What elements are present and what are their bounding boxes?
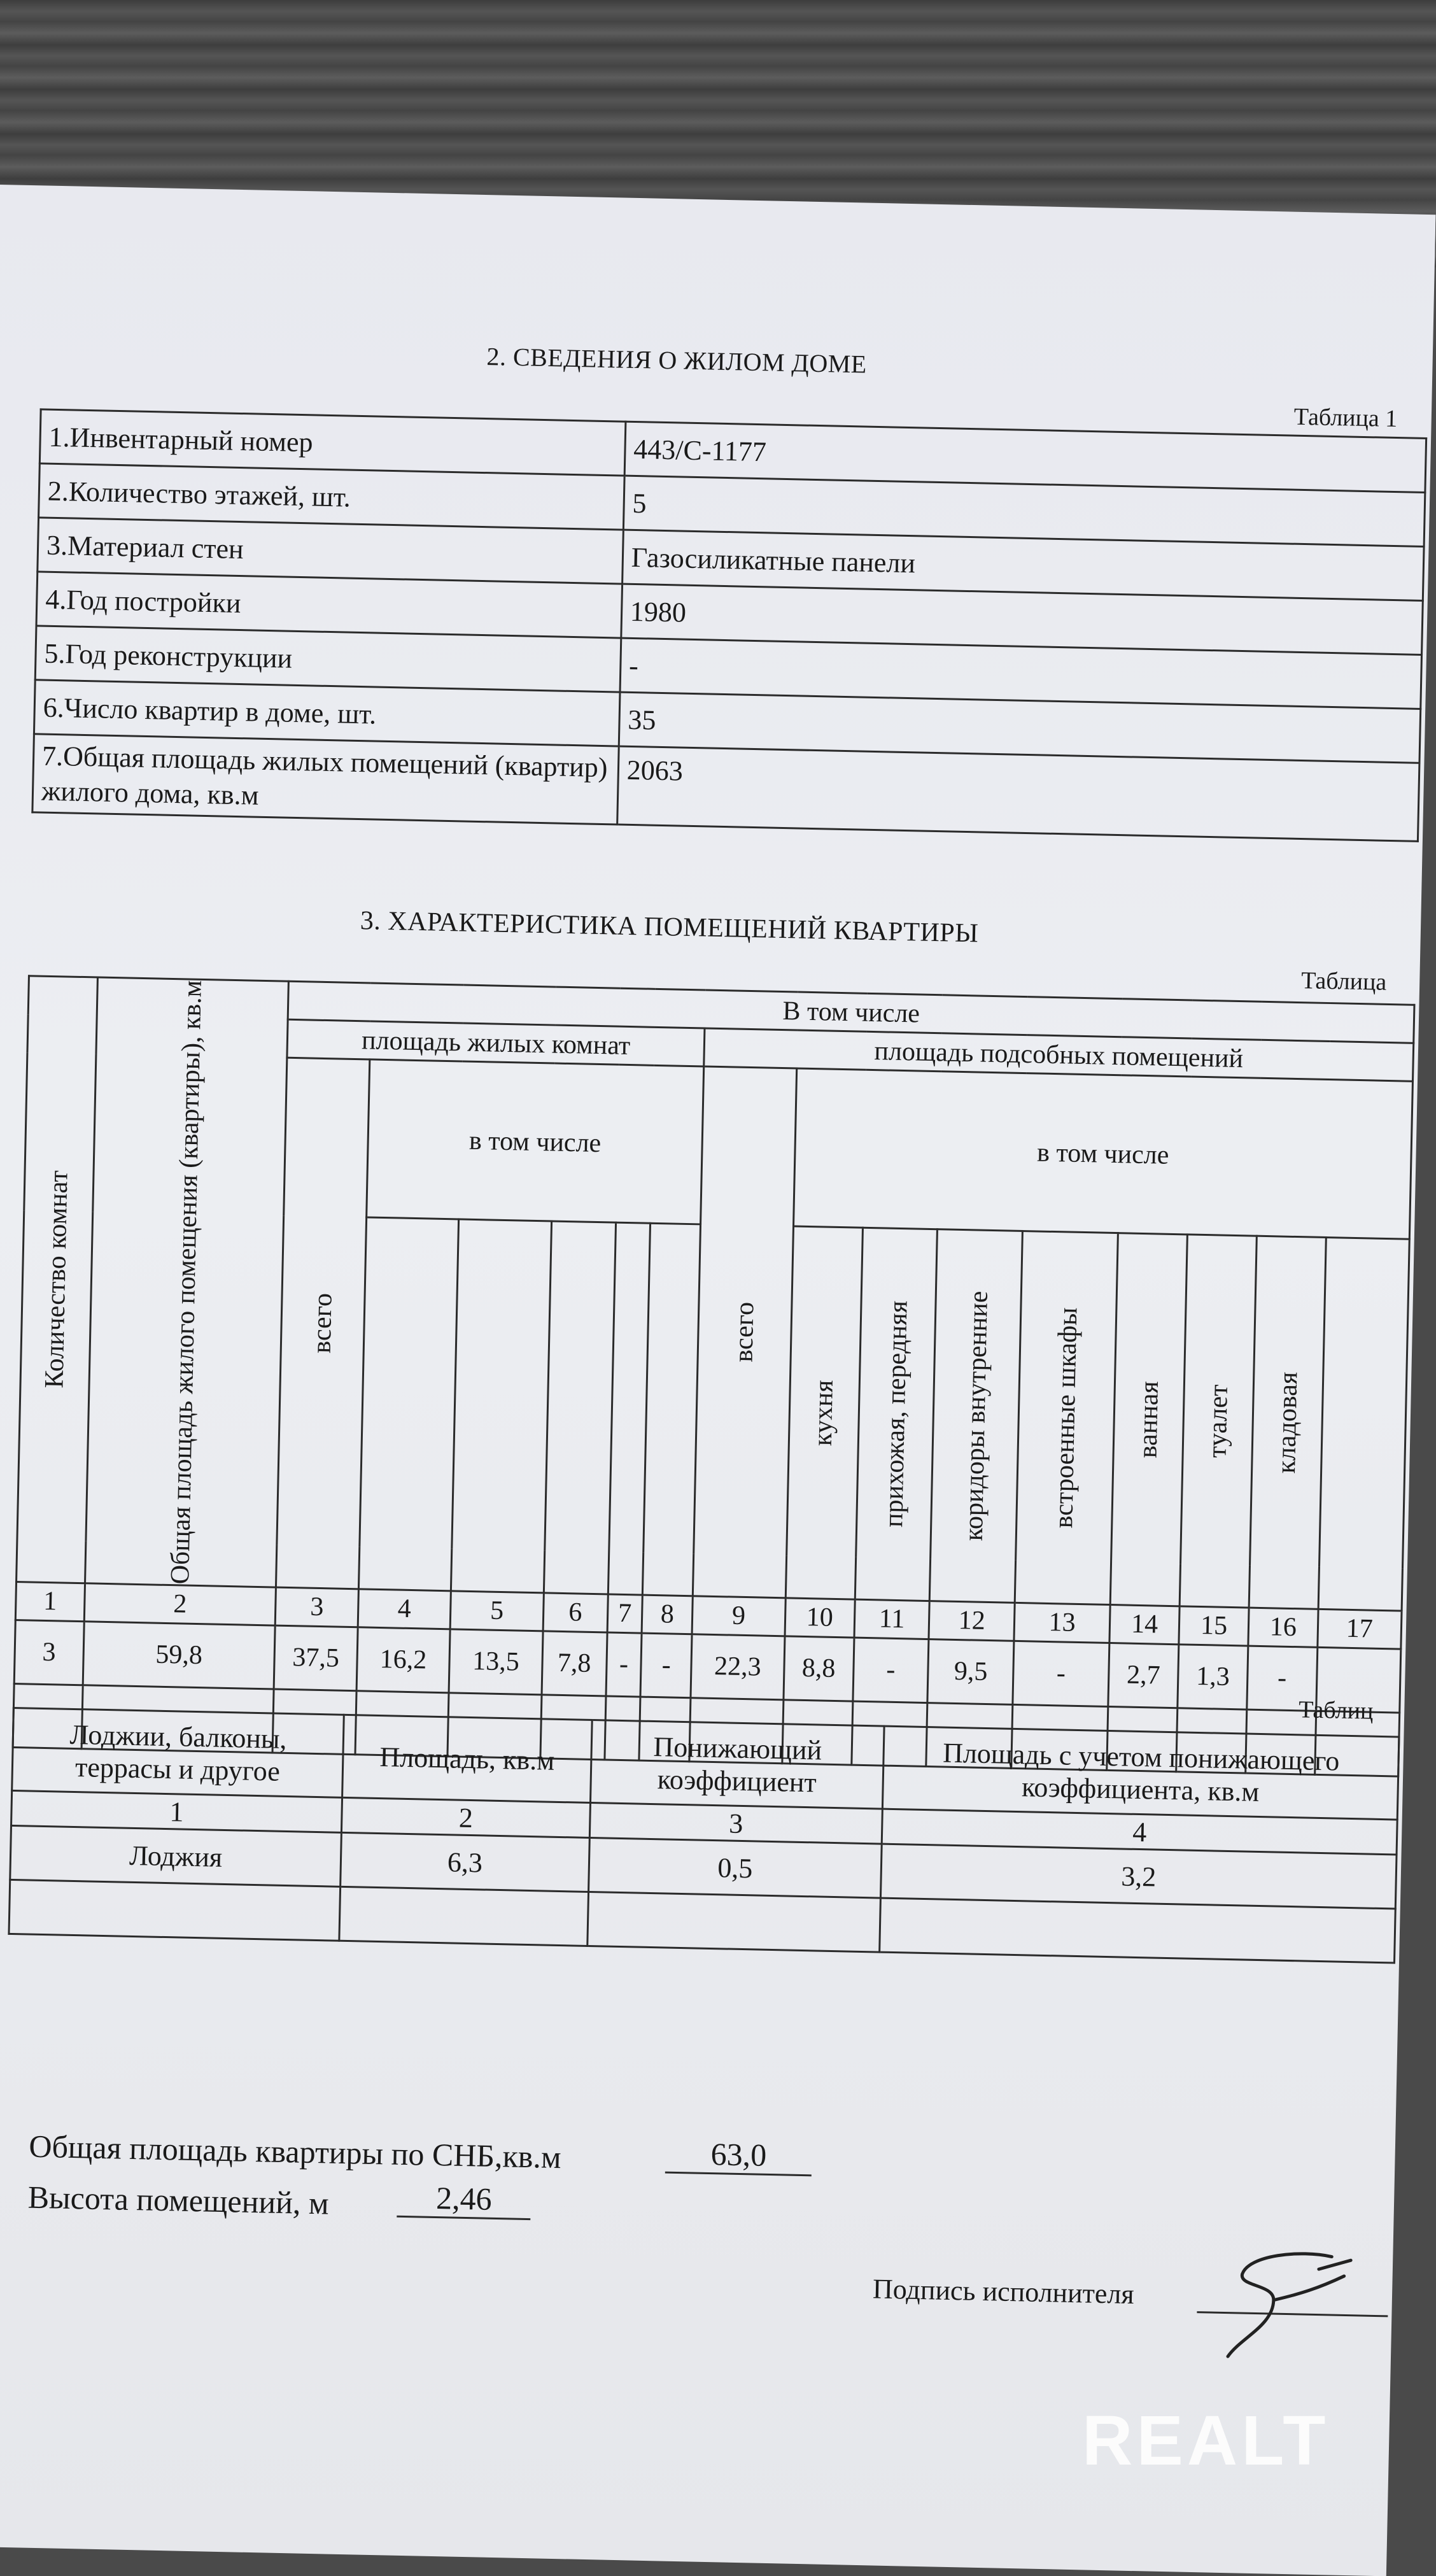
room-height-value: 2,46	[397, 2179, 531, 2220]
signature-icon	[1202, 2228, 1371, 2372]
data-cell: -	[1247, 1646, 1317, 1711]
col-number: 10	[785, 1598, 855, 1638]
label-cell: 4.Год постройки	[36, 572, 622, 638]
building-info-table	[31, 408, 1427, 842]
col-number: 7	[607, 1594, 643, 1633]
data-cell: 8,8	[784, 1636, 854, 1701]
label-cell: 5.Год реконструкции	[35, 626, 621, 692]
table1-label: Таблица 1	[1293, 403, 1398, 433]
data-cell: -	[1013, 1641, 1109, 1706]
data-cell: 3,2	[881, 1844, 1397, 1909]
header-cell: Площадь, кв.м	[342, 1715, 592, 1802]
data-cell: -	[606, 1632, 642, 1697]
data-cell: 3	[14, 1620, 84, 1685]
total-area-value: 63,0	[665, 2135, 812, 2177]
col-number: 13	[1014, 1603, 1110, 1643]
header-total-living: всего	[276, 1058, 370, 1589]
section2-title: 2. СВЕДЕНИЯ О ЖИЛОМ ДОМЕ	[486, 342, 868, 379]
data-cell: 6,3	[341, 1832, 589, 1892]
header-living-area: площадь жилых комнат	[287, 1019, 705, 1066]
col-number: 15	[1179, 1606, 1249, 1646]
header-total-area: Общая площадь жилого помещения (квартиры), кв.м	[85, 977, 289, 1587]
label-cell: 3.Материал стен	[38, 518, 623, 584]
header-corridors: коридоры внутренние	[930, 1229, 1023, 1603]
empty-header-cell	[643, 1223, 701, 1596]
label-cell: 1.Инвентарный номер	[39, 409, 625, 476]
data-cell: 2,7	[1108, 1643, 1179, 1708]
header-including: В том числе	[288, 981, 1414, 1043]
header-cell: Понижающий коэффициент	[590, 1720, 884, 1809]
label-cell: 2.Количество этажей, шт.	[39, 464, 624, 530]
value-cell: 1980	[621, 584, 1423, 655]
data-cell: 22,3	[691, 1634, 785, 1700]
header-of-which-living: в том числе	[366, 1059, 704, 1224]
header-cell: Лоджии, балконы, террасы и другое	[12, 1708, 344, 1797]
header-total-aux: всего	[693, 1066, 796, 1598]
value-cell: 35	[619, 692, 1421, 763]
col-number: 16	[1248, 1608, 1318, 1647]
data-cell: 13,5	[449, 1629, 543, 1695]
header-cell: Площадь с учетом понижающего коэффициента, кв.м	[883, 1726, 1399, 1820]
data-cell: Лоджия	[10, 1825, 342, 1886]
value-cell: 2063	[617, 746, 1419, 841]
data-cell: 7,8	[542, 1631, 607, 1696]
data-cell: 1,3	[1178, 1645, 1248, 1709]
col-number: 11	[854, 1599, 930, 1639]
total-area-label: Общая площадь квартиры по СНБ,кв.м	[28, 2128, 562, 2176]
col-number: 9	[692, 1596, 785, 1636]
col-number: 17	[1317, 1609, 1402, 1649]
empty-header-cell	[451, 1219, 552, 1593]
section3-title: 3. ХАРАКТЕРИСТИКА ПОМЕЩЕНИЙ КВАРТИРЫ	[360, 906, 979, 949]
header-closets: встроенные шкафы	[1015, 1231, 1118, 1605]
col-number: 1	[11, 1790, 342, 1832]
data-cell: -	[640, 1633, 692, 1698]
col-number: 4	[358, 1589, 451, 1629]
header-bathroom: ванная	[1110, 1233, 1187, 1606]
col-number: 3	[589, 1802, 883, 1844]
col-number: 4	[882, 1809, 1397, 1855]
header-rooms-count: Количество комнат	[17, 976, 98, 1583]
col-number: 1	[15, 1582, 85, 1621]
data-cell: 37,5	[274, 1625, 357, 1691]
header-aux-area: площадь подсобных помещений	[704, 1028, 1414, 1081]
header-storage: кладовая	[1249, 1236, 1326, 1609]
label-cell: 6.Число квартир в доме, шт.	[34, 680, 619, 746]
col-number: 2	[84, 1583, 276, 1625]
apartment-rooms-table	[12, 975, 1416, 1777]
col-number: 2	[342, 1797, 591, 1837]
data-cell: 16,2	[356, 1627, 451, 1693]
value-cell: 5	[623, 476, 1425, 546]
col-number: 3	[276, 1587, 359, 1627]
col-number: 8	[642, 1595, 693, 1634]
header-hallway: прихожая, передняя	[855, 1228, 938, 1601]
watermark-logo: REALT	[1082, 2402, 1330, 2480]
col-number: 5	[450, 1591, 544, 1631]
header-toilet: туалет	[1179, 1235, 1256, 1608]
value-cell: Газосиликатные панели	[622, 530, 1424, 600]
col-number: 12	[929, 1601, 1015, 1641]
empty-header-cell	[544, 1221, 616, 1594]
table-label: Таблица	[1300, 967, 1387, 996]
loggia-table	[8, 1707, 1400, 1964]
room-height-label: Высота помещений, м	[27, 2179, 330, 2221]
data-cell: 59,8	[83, 1622, 276, 1689]
col-number: 6	[543, 1593, 608, 1632]
label-cell: 7.Общая площадь жилых помещений (квартир) жилого дома, кв.м	[32, 734, 619, 824]
data-cell: -	[853, 1638, 929, 1702]
col-number: 14	[1109, 1604, 1179, 1644]
data-cell: 9,5	[927, 1639, 1014, 1704]
value-cell: -	[620, 638, 1422, 709]
header-of-which-aux: в том числе	[793, 1068, 1412, 1239]
signature-label: Подпись исполнителя	[872, 2273, 1135, 2311]
data-cell: 0,5	[588, 1837, 882, 1898]
header-kitchen: кухня	[785, 1226, 862, 1599]
empty-header-cell	[358, 1217, 459, 1591]
empty-header-cell	[1318, 1238, 1410, 1611]
value-cell: 443/С-1177	[624, 421, 1426, 492]
document-page	[0, 185, 1436, 2576]
loggia-table-label: Таблиц	[1298, 1696, 1374, 1725]
